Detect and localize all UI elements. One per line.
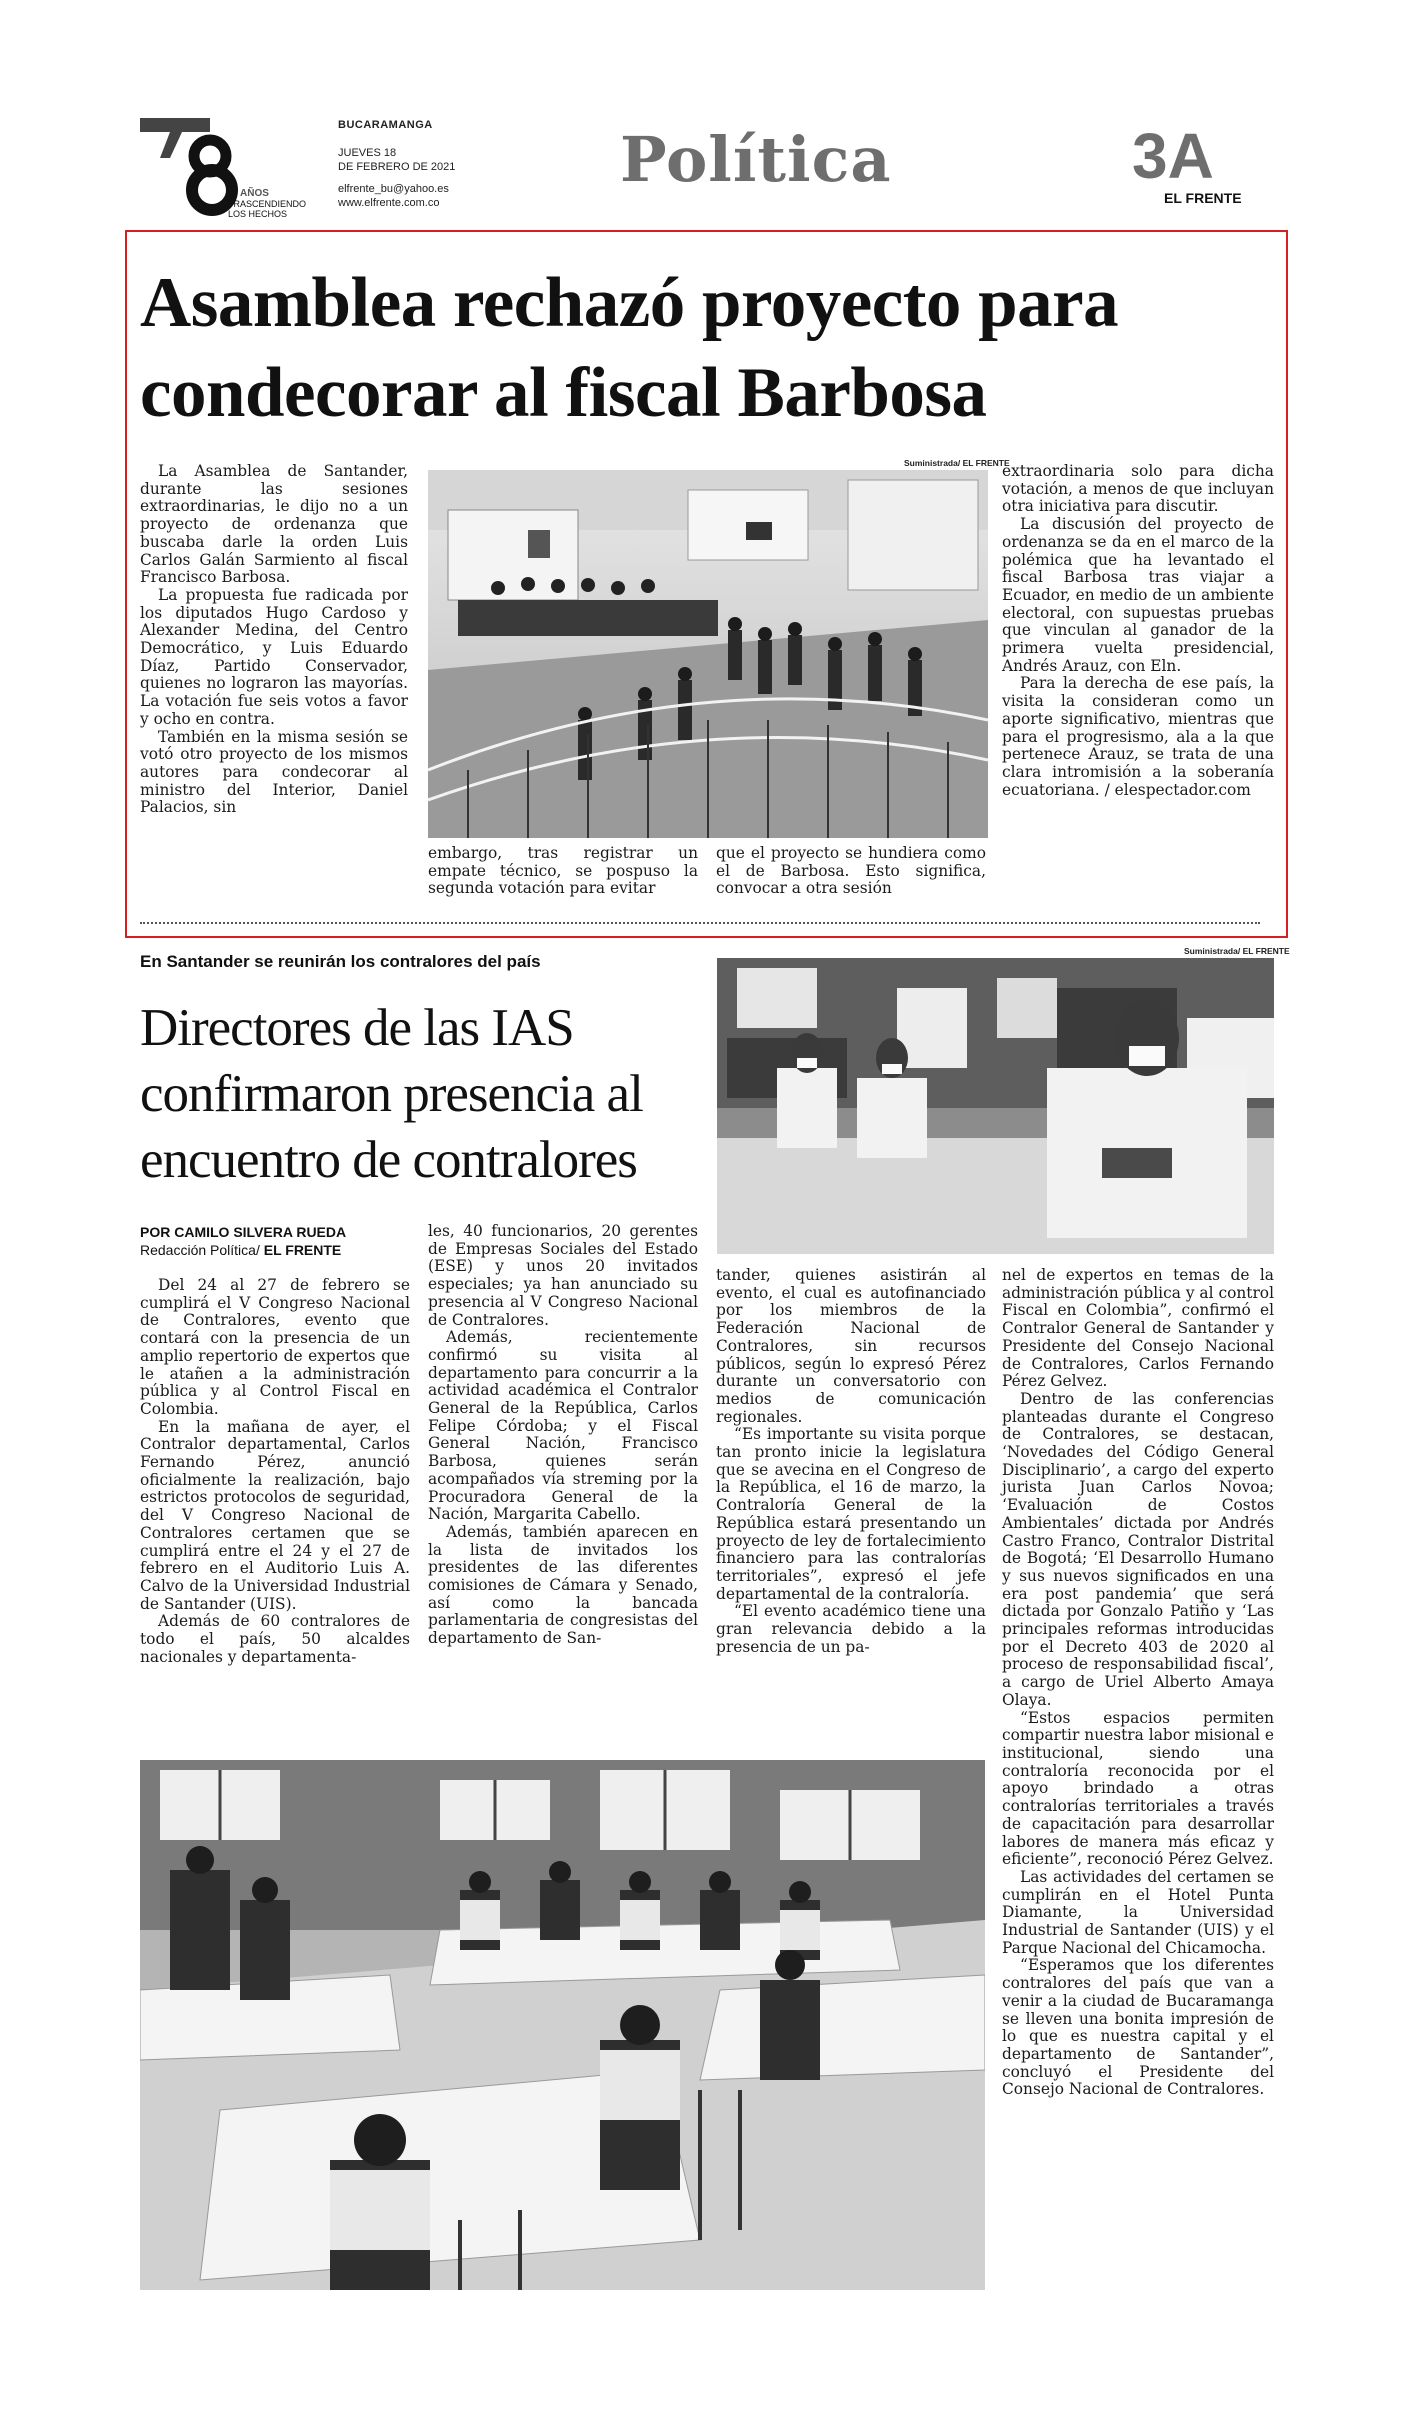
- story2-col3-paragraph: tander, quienes asistirán al evento, el cual es autofinanciado por los miembros de la Federación Nacional de Contralores, sin recursos públicos, según lo expresó Pérez durante un conversatorio con medios de comunicación regionales.: [716, 1266, 986, 1426]
- masthead-meta: [338, 118, 455, 210]
- story2-photo-credit: Suministrada/ EL FRENTE: [1184, 946, 1290, 956]
- story1-col1-paragraph: También en la misma sesión se votó otro proyecto de los mismos autores para condecorar al ministro del Interior, Daniel Palacios, sin: [140, 727, 408, 817]
- story2-byline: [140, 1223, 346, 1259]
- story2-col2-paragraph: Además, también aparecen en la lista de invitados los presidentes de las diferentes comisiones de Cámara y Senado, así como la bancada parlamentaria de congresistas del departamento de San-: [428, 1522, 698, 1648]
- story2-headline-line1: Directores de las IAS: [140, 999, 574, 1057]
- section-title: Política: [620, 123, 892, 196]
- story2-photo-meeting-room: [140, 1760, 985, 2290]
- story2-col4-paragraph: nel de expertos en temas de la administración pública y al control Fiscal en Colombia”, confirmó el Contralor General de Santander y Presidente del Consejo Nacional de Contralores, Carlos Fernando Pérez Gelvez.: [1002, 1266, 1274, 1391]
- story2-kicker: En Santander se reunirán los contralores del país: [140, 952, 541, 971]
- story2-column-1: [140, 1277, 410, 1666]
- story1-headline-line1: Asamblea rechazó proyecto para: [140, 264, 1119, 342]
- logo-anos: AÑOS: [240, 188, 269, 199]
- story2-col4-paragraph: “Estos espacios permiten compartir nuestra labor misional e institucional, siendo una contraloría reconocida por el apoyo brindado a otras contralorías territoriales a través de capacitación para desarrollar labores de manera más eficaz y eficiente”, reconoció Pérez Gelvez.: [1002, 1708, 1274, 1869]
- story1-col4-paragraph: La discusión del proyecto de ordenanza se da en el marco de la polémica que ha levantado el fiscal Barbosa tras viajar a Ecuador, en medio de un ambiente electoral, con supuestas pruebas que vinculan al ganador de la primera vuelta presidencial, Andrés Arauz, con Eln.: [1002, 515, 1274, 675]
- newspaper-logo: [140, 118, 330, 218]
- story1-column-4: [1002, 463, 1274, 799]
- story1-col2-paragraph: embargo, tras registrar un empate técnico, se pospuso la segunda votación para evitar: [428, 844, 698, 898]
- story2-column-2: [428, 1223, 698, 1648]
- story1-headline-line2: condecorar al fiscal Barbosa: [140, 354, 987, 432]
- story1-column-2: [428, 845, 698, 898]
- story2-col1-paragraph: En la mañana de ayer, el Contralor departamental, Carlos Fernando Pérez, anunció oficialmente la realización, bajo estrictos protocolos de seguridad, del V Congreso Nacional de Contralores certamen que se cumplirá entre el 24 y el 27 de febrero en el Auditorio Luis A. Calvo de la Universidad Industrial de Santander (UIS).: [140, 1417, 410, 1613]
- byline-author: POR CAMILO SILVERA RUEDA: [140, 1224, 347, 1240]
- story2-col4-paragraph: Las actividades del certamen se cumplirán en el Hotel Punta Diamante, la Universidad Industrial de Santander (UIS) y el Parque Nacional del Chicamocha.: [1002, 1867, 1274, 1957]
- story2-col4-paragraph: “Esperamos que los diferentes contralores del país que van a venir a la ciudad de Bucaramanga se lleven una bonita impresión de lo que es nuestra capital y el departamento de Santander”, concluyó el Presidente del Consejo Nacional de Contralores.: [1002, 1956, 1274, 2099]
- story1-headline: [140, 258, 1280, 438]
- story2-col2-paragraph: Además, recientemente confirmó su visita al departamento para concurrir a la actividad académica el Contralor General de la República, Carlos Felipe Córdoba; y el Fiscal General Nación, Francisco Barbosa, quienes serán acompañados vía streming por la Procuradora General de la Nación, Margarita Cabello.: [428, 1328, 698, 1524]
- story1-col4-paragraph: Para la derecha de ese país, la visita la consideran como un aporte significativo, mientras que para el progresismo, ala a la que pertenece Arauz, se trata de una clara intromisión a la soberanía ecuatoriana. / elespectador.com: [1002, 674, 1274, 799]
- byline-brand: EL FRENTE: [263, 1242, 342, 1258]
- story1-column-1: [140, 463, 408, 817]
- email[interactable]: elfrente_bu@yahoo.es: [338, 183, 449, 195]
- story1-col4-paragraph: extraordinaria solo para dicha votación, a menos de que incluyan otra iniciativa para discutir.: [1002, 462, 1274, 516]
- page-number: 3A: [1132, 120, 1214, 192]
- story2-col3-paragraph: “Es importante su visita porque tan pronto inicie la legislatura que se avecina en el Congreso de la República, el 16 de marzo, la Contraloría General de la República estará presentando un proyecto de ley de fortalecimiento financiero para las contralorías territoriales”, expresó el jefe departamental de la contraloría.: [716, 1425, 986, 1603]
- story1-column-3: [716, 845, 986, 898]
- date-line2: DE FEBRERO DE 2021: [338, 161, 456, 173]
- story2-column-4: [1002, 1267, 1274, 2099]
- story1-col1-paragraph: La propuesta fue radicada por los diputados Hugo Cardoso y Alexander Medina, del Centro Democrático, y Luis Eduardo Díaz, Partido Conservador, quienes no lograron las mayorías. La votación fue seis votos a favor y ocho en contra.: [140, 585, 408, 728]
- date-line1: JUEVES 18: [338, 147, 397, 159]
- page-brand: EL FRENTE: [1164, 190, 1242, 206]
- story2-headline-line3: encuentro de contralores: [140, 1131, 637, 1189]
- logo-slogan-line2: LOS HECHOS: [228, 209, 288, 218]
- logo-slogan-line1: TRASCENDIENDO: [228, 199, 307, 209]
- story1-photo-credit: Suministrada/ EL FRENTE: [904, 458, 1010, 468]
- city: BUCARAMANGA: [338, 119, 433, 131]
- story-divider: [140, 922, 1260, 924]
- story2-column-3: [716, 1267, 986, 1656]
- story2-col3-paragraph: “El evento académico tiene una gran relevancia debido a la presencia de un pa-: [716, 1602, 986, 1656]
- story2-col4-paragraph: Dentro de las conferencias planteadas durante el Congreso de Contralores, se destacan, ‘Novedades del Código General Disciplinario’, a cargo del experto jurista Juan Carlos Novoa; ‘Evaluación de Costos Ambientales’ dictada por Andrés Castro Franco, Contralor Distrital de Bogotá; ‘El Desarrollo Humano y sus nuevos significados en una era post pandemia’ que será dictada por Gonzalo Patiño y ‘Las principales reformas introducidas por el Decreto 403 de 2020 al proceso de responsabilidad fiscal’, a cargo de Uriel Alberto Amaya Olaya.: [1002, 1389, 1274, 1709]
- story2-col1-paragraph: Además de 60 contralores de todo el país, 50 alcaldes nacionales y departamenta-: [140, 1612, 410, 1666]
- story2-headline: [140, 995, 710, 1193]
- website[interactable]: www.elfrente.com.co: [338, 197, 440, 209]
- story2-col1-paragraph: Del 24 al 27 de febrero se cumplirá el V Congreso Nacional de Contralores, evento que contará con la presencia de un amplio repertorio de expertos que le atañen a la administración pública y al Control Fiscal en Colombia.: [140, 1276, 410, 1418]
- story2-headline-line2: confirmaron presencia al: [140, 1065, 643, 1123]
- story2-col2-paragraph: les, 40 funcionarios, 20 gerentes de Empresas Sociales del Estado (ESE) y unos 20 invitados especiales; ya han anunciado su presencia al V Congreso Nacional de Contralores.: [428, 1222, 698, 1329]
- byline-desk: Redacción Política/: [140, 1242, 264, 1258]
- story1-col3-paragraph: que el proyecto se hundiera como el de Barbosa. Esto significa, convocar a otra sesión: [716, 844, 986, 898]
- story1-photo-assembly: [428, 470, 988, 838]
- story2-photo-officials: [717, 958, 1274, 1254]
- story1-col1-paragraph: La Asamblea de Santander, durante las sesiones extraordinarias, le dijo no a un proyecto de ordenanza que buscaba darle la orden Luis Carlos Galán Sarmiento al fiscal Francisco Barbosa.: [140, 462, 408, 587]
